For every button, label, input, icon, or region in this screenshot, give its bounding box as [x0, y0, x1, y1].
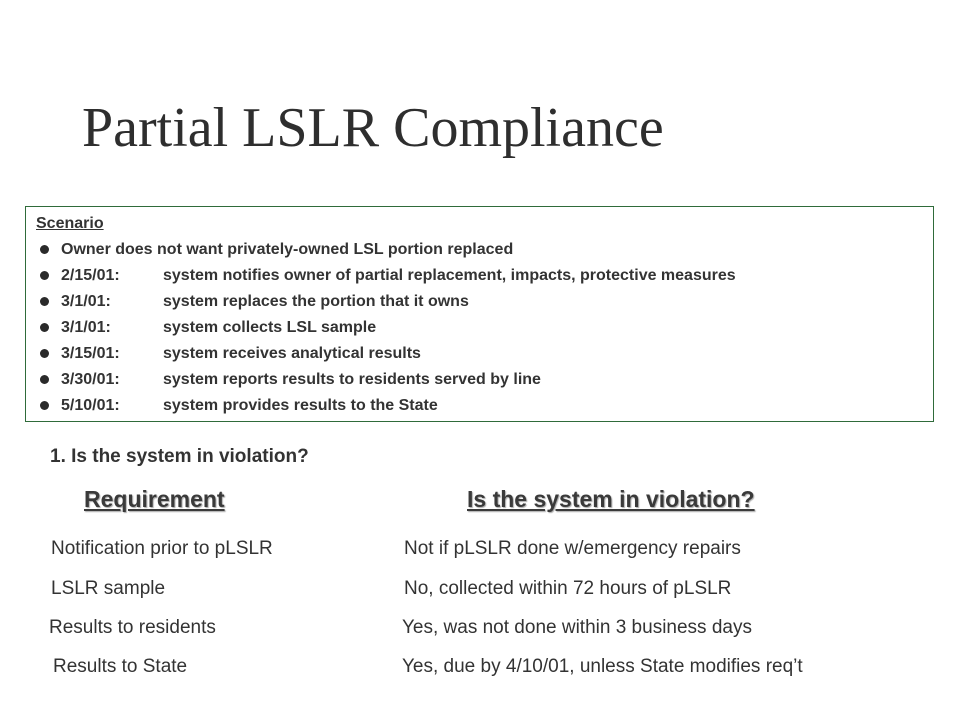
page-title: Partial LSLR Compliance	[82, 97, 664, 159]
requirement-cell: Results to residents	[49, 617, 216, 638]
scenario-item-text: system collects LSL sample	[163, 319, 377, 336]
answer-cell: Not if pLSLR done w/emergency repairs	[404, 538, 741, 559]
scenario-item-text: system reports results to residents served by line	[163, 371, 541, 388]
requirement-cell: Notification prior to pLSLR	[51, 538, 273, 559]
scenario-item-date: 3/30/01:	[61, 371, 120, 388]
requirement-cell: Results to State	[53, 656, 188, 677]
scenario-item-date: 3/1/01:	[61, 319, 111, 336]
scenario-item-text: Owner does not want privately-owned LSL portion replaced	[61, 241, 514, 258]
scenario-item-text: system notifies owner of partial replacement, impacts, protective measures	[163, 267, 736, 284]
answer-cell: Yes, due by 4/10/01, unless State modifies req’t	[402, 656, 803, 677]
bullet-icon	[40, 401, 49, 410]
scenario-box	[25, 206, 934, 422]
bullet-icon	[40, 271, 49, 280]
scenario-heading: Scenario	[36, 215, 104, 232]
bullet-icon	[40, 349, 49, 358]
scenario-item-text: system receives analytical results	[163, 345, 421, 362]
bullet-icon	[40, 375, 49, 384]
scenario-item-text: system replaces the portion that it owns	[163, 293, 469, 310]
bullet-icon	[40, 297, 49, 306]
bullet-icon	[40, 245, 49, 254]
scenario-item-date: 3/1/01:	[61, 293, 111, 310]
scenario-item-date: 3/15/01:	[61, 345, 120, 362]
answer-cell: Yes, was not done within 3 business days	[402, 617, 752, 638]
requirement-cell: LSLR sample	[51, 578, 166, 599]
scenario-item-date: 2/15/01:	[61, 267, 120, 284]
scenario-item-date: 5/10/01:	[61, 397, 120, 414]
scenario-item-text: system provides results to the State	[163, 397, 438, 414]
question-text: 1. Is the system in violation?	[50, 446, 309, 467]
answer-cell: No, collected within 72 hours of pLSLR	[404, 578, 732, 599]
requirement-column-header: Requirement	[84, 486, 225, 512]
violation-column-header: Is the system in violation?	[467, 486, 755, 512]
bullet-icon	[40, 323, 49, 332]
